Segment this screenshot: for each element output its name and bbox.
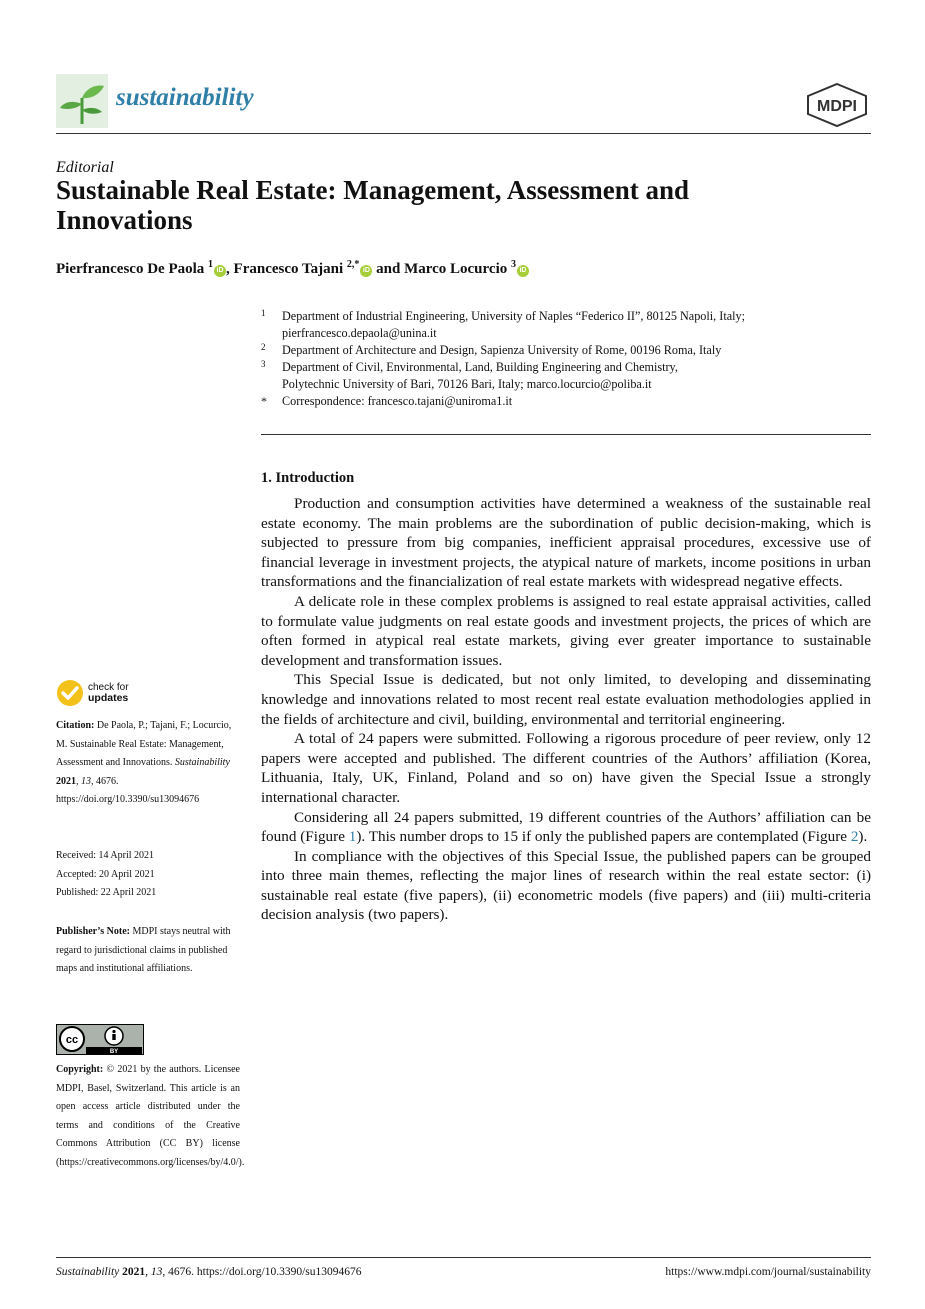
affiliation-item	[261, 342, 871, 359]
citation-journal: Sustainability	[174, 757, 230, 769]
check-updates-label[interactable]	[88, 682, 129, 704]
accepted-date: Accepted: 20 April 2021	[56, 868, 155, 880]
affiliation-line: Polytechnic University of Bari, 70126 Bari, Italy; marco.locurcio@poliba.it	[282, 377, 652, 391]
section-heading: 1. Introduction	[261, 470, 355, 486]
mdpi-logo	[804, 82, 870, 128]
paragraph: This Special Issue is dedicated, but not only limited, to developing and disseminating knowledge and innovations related to most recent real estate evaluation methodologies applied in the fields of architecture and civil, building, environmental and territorial engineering.	[261, 671, 871, 728]
correspondence-text[interactable]: Correspondence: francesco.tajani@uniroma1.it	[282, 394, 513, 408]
header-divider	[56, 133, 871, 134]
paragraph	[261, 808, 871, 847]
citation-volume: , 13	[76, 775, 91, 787]
citation-label: Citation:	[56, 720, 95, 731]
publisher-note-label: Publisher’s Note:	[56, 926, 130, 937]
body-text	[261, 494, 871, 925]
svg-text:cc: cc	[65, 1034, 79, 1046]
affiliation-number: 2	[261, 342, 266, 352]
affiliation-item	[261, 308, 871, 342]
footer-divider	[56, 1257, 871, 1258]
published-date: Published: 22 April 2021	[56, 887, 157, 899]
author-affil-sup: 3	[510, 259, 516, 270]
copyright-block	[56, 1061, 245, 1173]
affiliations	[261, 308, 871, 410]
check-updates-line: updates	[88, 692, 129, 704]
correspondence	[261, 393, 871, 410]
footer-journal-url[interactable]: https://www.mdpi.com/journal/sustainability	[665, 1266, 871, 1278]
paragraph-text: ). This number drops to 15 if only the published papers are contemplated (Figure	[356, 828, 851, 846]
paragraph-text: Considering all 24 papers submitted, 19 different countries of the Authors’ affiliation can be found (Figure	[261, 808, 871, 846]
footer-doi[interactable]: , 4676. https://doi.org/10.3390/su13094676	[162, 1266, 362, 1278]
footer-citation	[56, 1266, 362, 1278]
copyright-label: Copyright:	[56, 1064, 104, 1075]
orcid-icon[interactable]: iD	[214, 265, 226, 277]
correspondence-mark: *	[261, 394, 267, 408]
affiliation-line: Department of Architecture and Design, Sapienza University of Rome, 00196 Roma, Italy	[282, 343, 722, 357]
copyright-text: © 2021 by the authors. Licensee MDPI, Basel, Switzerland. This article is an open access article distributed under the terms and conditions of the Creative Commons Attribution (CC BY) license (https://creativecommons.org/licenses/by/4.0/).	[56, 1064, 245, 1168]
paragraph: Production and consumption activities have determined a weakness of the sustainable real estate economy. The main problems are the subordination of public decision-making, which is subjected to pressure from big companies, inefficient appraisal procedures, excessive use of financial leverage in investment projects, the atypical nature of markets, income positions in urban transformations and the financialization of real estate markets with widespread negative effects.	[261, 495, 871, 591]
author-affil-sup: 2,*	[346, 259, 360, 270]
affiliation-number: 1	[261, 308, 266, 318]
author-affil-sup: 1	[208, 259, 214, 270]
check-updates-icon[interactable]	[56, 679, 84, 707]
citation-year: 2021	[56, 775, 76, 787]
article-type: Editorial	[56, 159, 114, 176]
footer-volume: , 13	[145, 1266, 163, 1278]
article-title: Sustainable Real Estate: Management, Assessment and Innovations	[56, 175, 690, 235]
paragraph: A total of 24 papers were submitted. Following a rigorous procedure of peer review, only 12 papers were accepted and published. The different countries of the Authors’ affiliation (Korea, Lithuania, Italy, UK, Finland, Poland and so on) have given the Special Issue a strongly international character.	[261, 730, 871, 806]
affiliation-line: Department of Civil, Environmental, Land, Building Engineering and Chemistry,	[282, 360, 678, 374]
figure-link[interactable]: 2	[850, 828, 859, 846]
author-separator: and	[372, 261, 405, 277]
footer-year: 2021	[119, 1266, 146, 1278]
journal-name: sustainability	[116, 84, 254, 111]
sprout-icon	[56, 74, 108, 128]
author-name: Pierfrancesco De Paola	[56, 261, 205, 277]
footer-journal: Sustainability	[56, 1266, 120, 1278]
citation-block	[56, 717, 240, 810]
affiliation-number: 3	[261, 359, 266, 369]
check-updates-line: check for	[88, 682, 129, 693]
paragraph: In compliance with the objectives of this Special Issue, the published papers can be grouped into three main themes, reflecting the major lines of research within the real estate sector: (i) sustainable real estate (five papers), (ii) econometric models (five papers) and (iii) multi-criteria decision analysis (two papers).	[261, 847, 871, 924]
citation-doi[interactable]: , 4676. https://doi.org/10.3390/su13094676	[56, 775, 200, 806]
affiliation-item	[261, 359, 871, 393]
received-date: Received: 14 April 2021	[56, 850, 155, 861]
paragraph-text: ).	[858, 828, 868, 846]
author-separator: ,	[226, 261, 234, 277]
publisher-note-text: MDPI stays neutral with regard to jurisdictional claims in published maps and institutional affiliations.	[56, 926, 231, 975]
orcid-icon[interactable]: iD	[360, 265, 372, 277]
author-name: Francesco Tajani	[233, 261, 344, 277]
publication-dates	[56, 847, 240, 903]
affiliation-line: Department of Industrial Engineering, University of Naples “Federico II”, 80125 Napoli, Italy;	[282, 309, 745, 323]
cc-by-label: BY	[109, 1049, 119, 1055]
orcid-icon[interactable]: iD	[517, 265, 529, 277]
author-list	[56, 259, 529, 278]
paragraph: A delicate role in these complex problems is assigned to real estate appraisal activities, called to formulate value judgments on real estate goods and investment projects, the prices of which are often formed in atypical real estate markets, giving ever greater importance to sustainable development and transformation issues.	[261, 592, 871, 669]
cc-by-license-icon[interactable]	[56, 1024, 144, 1055]
author-name: Marco Locurcio	[404, 261, 508, 277]
figure-link[interactable]: 1	[348, 828, 357, 846]
affiliation-divider	[261, 434, 871, 435]
affiliation-email[interactable]: pierfrancesco.depaola@unina.it	[282, 326, 437, 340]
citation-text: De Paola, P.; Tajani, F.; Locurcio, M. Sustainable Real Estate: Management, Assessment and Innovations.	[56, 720, 232, 769]
publisher-note	[56, 923, 240, 979]
mdpi-logo-text: MDPI	[817, 98, 857, 115]
